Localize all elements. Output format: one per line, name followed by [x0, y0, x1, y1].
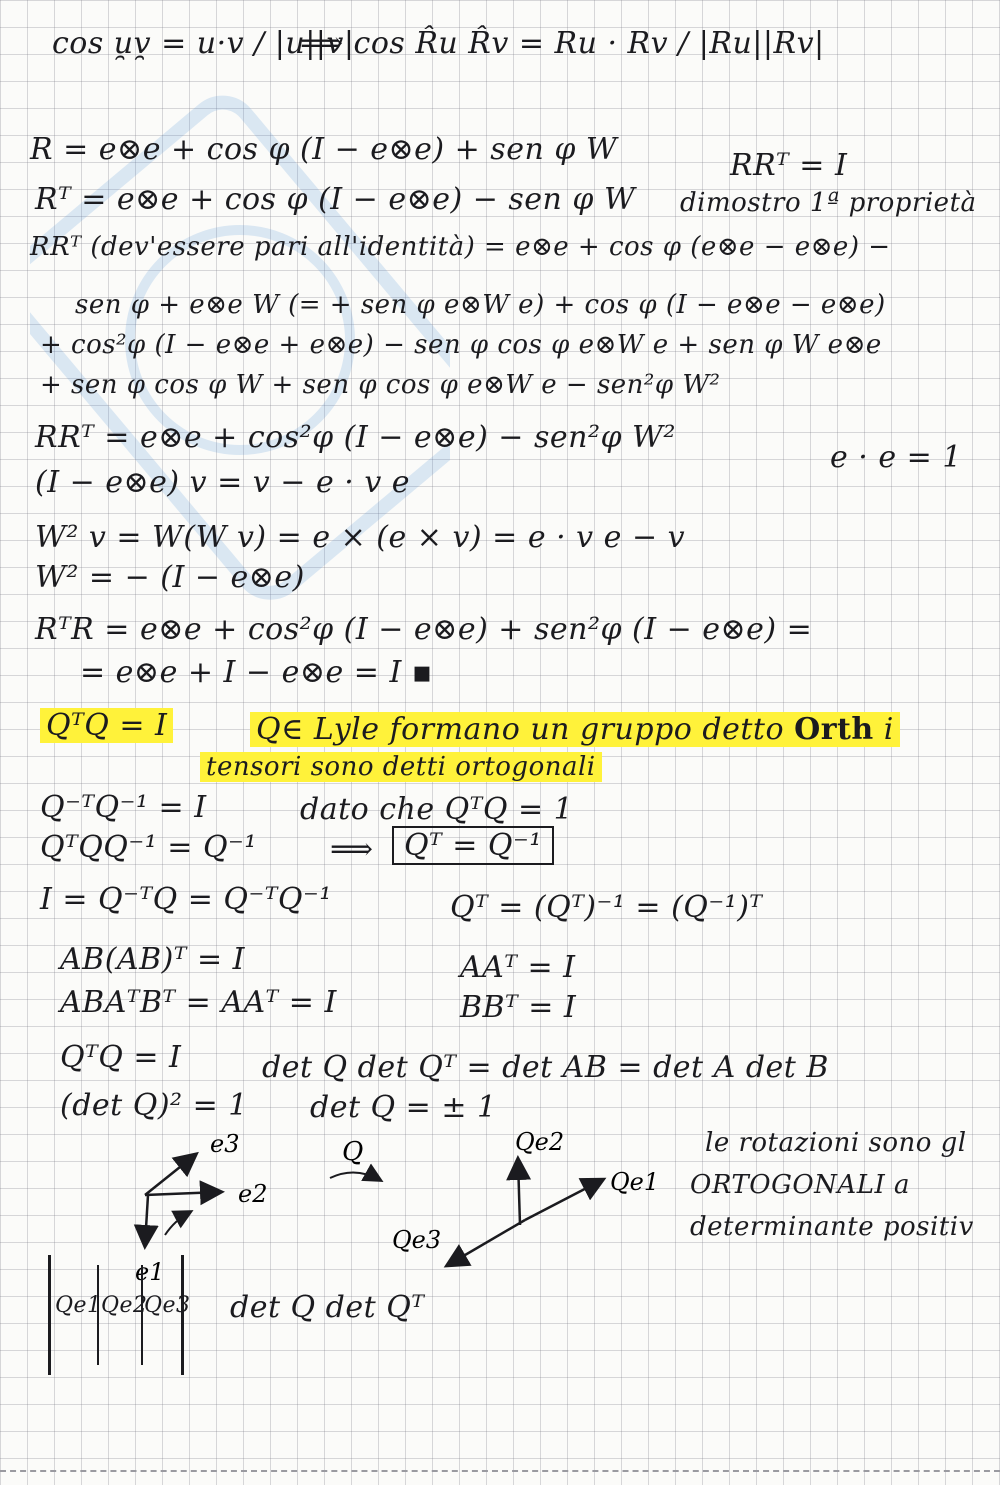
line-detq-sq: (det Q)² = 1	[60, 1088, 248, 1123]
rotation-diagram	[120, 1120, 680, 1290]
note-rotazioni-3: determinante positiv	[690, 1212, 974, 1242]
line-rrt-result: RRᵀ = e⊗e + cos²φ (I − e⊗e) − sen²φ W²	[35, 420, 676, 455]
note-rotazioni-1: le rotazioni sono gl	[705, 1128, 967, 1158]
line-w2v: W² v = W(W v) = e × (e × v) = e · v e − v	[35, 520, 686, 555]
line-cos-ru-rv: ⟹ cos R̂u R̂v = Ru · Rv / |Ru||Rv|	[300, 26, 825, 61]
line-r-def: R = e⊗e + cos φ (I − e⊗e) + sen φ W	[30, 132, 618, 167]
page-bottom-edge	[0, 1470, 1000, 1472]
label-q-map: Q	[342, 1137, 364, 1167]
rotation-arc	[165, 1212, 190, 1235]
matrix-q-columns	[48, 1255, 191, 1375]
label-e2: e2	[238, 1180, 268, 1208]
matrix-divider-1	[97, 1265, 99, 1365]
highlight-ortogonali: tensori sono detti ortogonali	[200, 752, 602, 782]
label-qe3: Qe3	[392, 1226, 442, 1254]
line-projection: (I − e⊗e) v = v − e · v e	[35, 465, 411, 500]
line-i-q: I = Q⁻ᵀQ = Q⁻ᵀQ⁻¹	[40, 882, 332, 917]
line-aat: AAᵀ = I	[460, 950, 576, 985]
line-qt-identity: Qᵀ = (Qᵀ)⁻¹ = (Q⁻¹)ᵀ	[450, 890, 763, 925]
label-qe1: Qe1	[610, 1168, 660, 1196]
line-cos-uv: cos u̯v̯ = u·v / |u||v|	[52, 26, 355, 61]
line-expand-3: + cos²φ (I − e⊗e + e⊗e) − sen φ cos φ e⊗W e + sen φ W e⊗e	[40, 330, 882, 360]
line-w2: W² = − (I − e⊗e)	[35, 560, 305, 595]
matrix-divider-2	[141, 1265, 143, 1365]
orth-label: Orth	[794, 712, 874, 747]
axis-e1-arrow	[145, 1195, 148, 1245]
line-rrt-i: RRᵀ = I	[730, 148, 848, 183]
line-q-inv: Q⁻ᵀQ⁻¹ = I	[40, 790, 207, 825]
line-qtq-2: QᵀQ = I	[60, 1040, 182, 1075]
line-dimostro: dimostro 1ª proprietà	[680, 188, 977, 218]
line-expand-4: + sen φ cos φ W + sen φ cos φ e⊗W e − sen²φ W²	[40, 370, 721, 400]
axis-qe2-arrow	[518, 1160, 520, 1225]
label-e3: e3	[210, 1130, 240, 1158]
boxed-qt-qinv: Qᵀ = Q⁻¹	[392, 826, 554, 865]
axis-qe3-arrow	[448, 1220, 525, 1265]
line-det: det Q det Qᵀ = det AB = det A det B	[262, 1050, 829, 1085]
line-detq-pm1: det Q = ± 1	[310, 1090, 497, 1125]
line-qtqq: QᵀQQ⁻¹ = Q⁻¹	[40, 830, 257, 865]
matrix-col-2: Qe2	[101, 1293, 148, 1318]
line-expand-2: sen φ + e⊗e W (= + sen φ e⊗W e) + cos φ (I − e⊗e − e⊗e)	[75, 290, 886, 320]
orth-text: Q∈ Lyle formano un gruppo detto	[256, 712, 785, 747]
implies-arrow: ⟹	[330, 832, 374, 867]
line-rtr: RᵀR = e⊗e + cos²φ (I − e⊗e) + sen²φ (I − e⊗e) =	[35, 612, 813, 647]
map-arrow	[330, 1172, 380, 1180]
axis-qe1-arrow	[525, 1180, 602, 1220]
highlight-qtq: QᵀQ = I	[40, 708, 173, 743]
line-abat: ABAᵀBᵀ = AAᵀ = I	[60, 985, 337, 1020]
highlight-orth-text	[250, 712, 900, 747]
note-rotazioni-2: ORTOGONALI a	[690, 1170, 911, 1200]
axis-e2-arrow	[145, 1192, 220, 1195]
matrix-col-3: Qe3	[144, 1293, 191, 1318]
line-rrt-expand: RRᵀ (dev'essere pari all'identità) = e⊗e + cos φ (e⊗e − e⊗e) −	[30, 232, 891, 262]
axis-e3-arrow	[145, 1155, 195, 1195]
label-e1: e1	[135, 1258, 165, 1286]
line-rtr-result: = e⊗e + I − e⊗e = I ▪	[80, 655, 433, 690]
matrix-col-1: Qe1	[55, 1293, 102, 1318]
line-dato-che: dato che QᵀQ = 1	[300, 792, 574, 827]
orth-suffix: i	[883, 712, 894, 747]
line-e-dot-e: e · e = 1	[830, 440, 962, 475]
label-qe2: Qe2	[515, 1128, 565, 1156]
line-rt-def: Rᵀ = e⊗e + cos φ (I − e⊗e) − sen φ W	[35, 182, 636, 217]
line-det-q-qt: det Q det Qᵀ	[230, 1290, 425, 1325]
line-ab: AB(AB)ᵀ = I	[60, 942, 245, 977]
line-bbt: BBᵀ = I	[460, 990, 577, 1025]
